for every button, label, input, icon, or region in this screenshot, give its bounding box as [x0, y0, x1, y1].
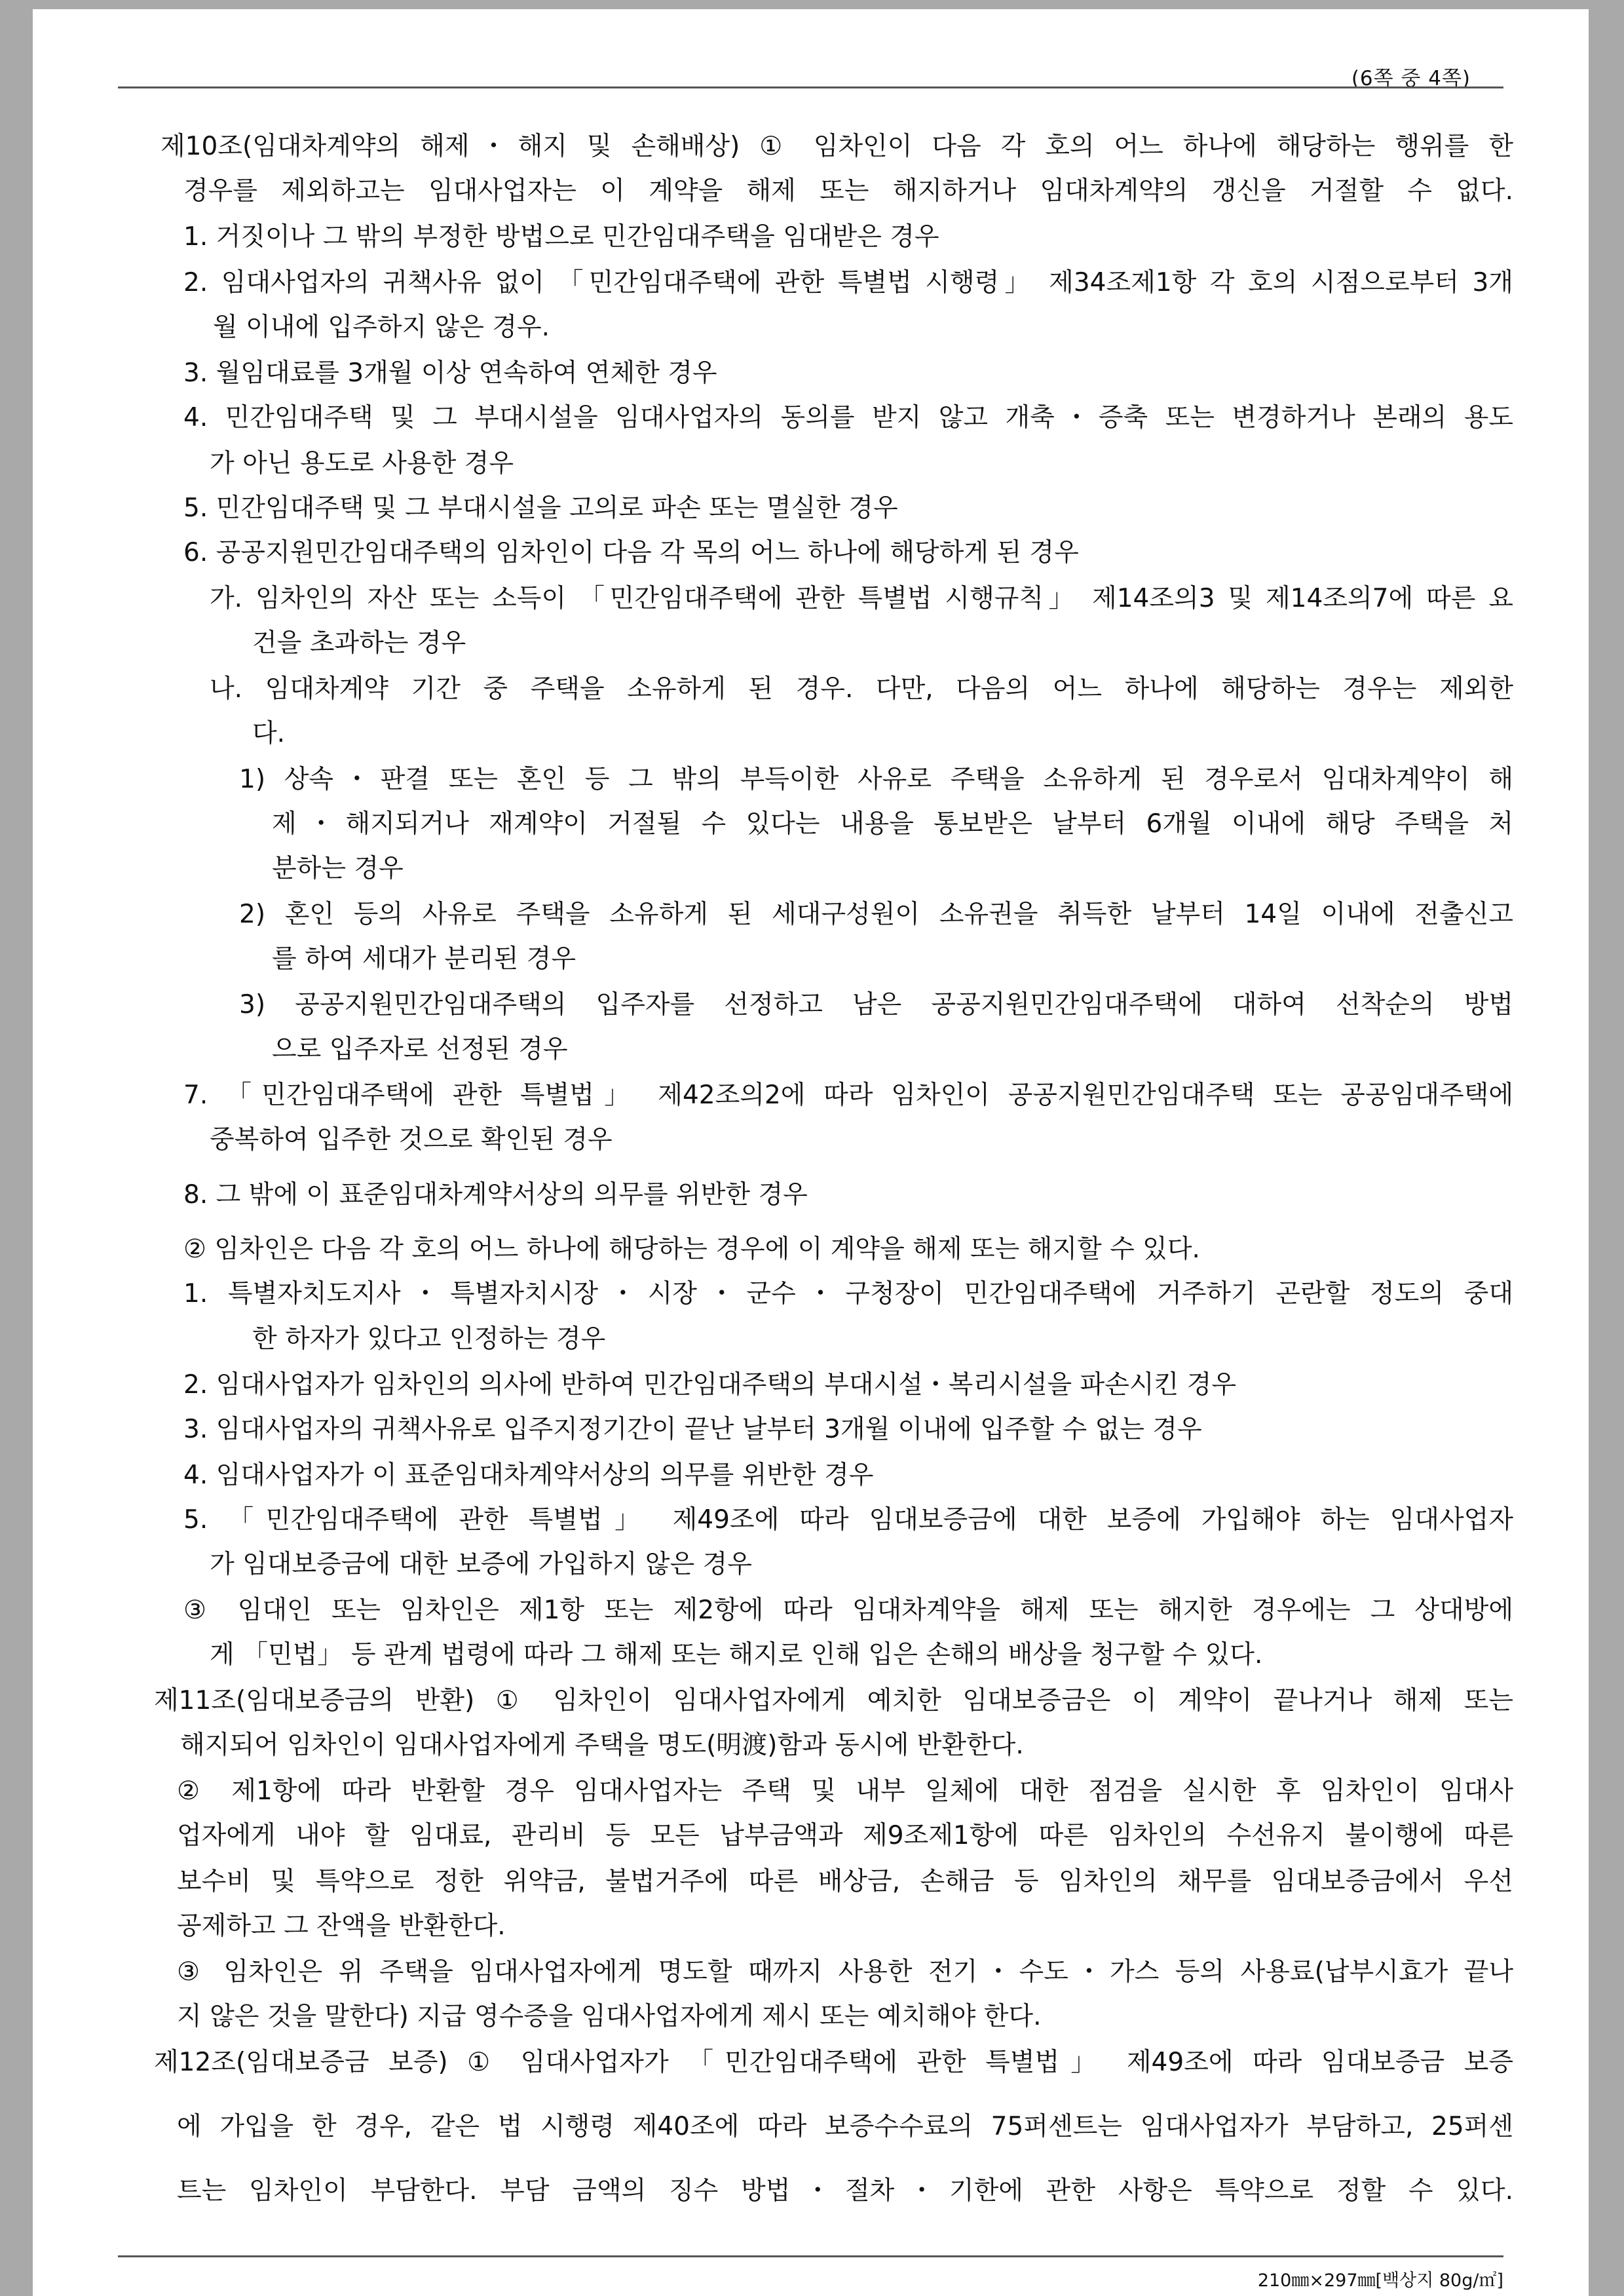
text-line: 공제하고 그 잔액을 반환한다.: [177, 1911, 506, 1941]
text-line: ② 임차인은 다음 각 호의 어느 하나에 해당하는 경우에 이 계약을 해제 또는 해지할 수 있다.: [183, 1234, 1200, 1264]
text-line: 월 이내에 입주하지 않은 경우.: [213, 313, 550, 342]
text-line: 경우를 제외하고는 임대사업자는 이 계약을 해제 또는 해지하거나 임대차계약의 갱신을 거절할 수 없다.: [183, 176, 1513, 206]
text-line: 에 가입을 한 경우, 같은 법 시행령 제40조에 따라 보증수수료의 75퍼센트는 임대사업자가 부담하고, 25퍼센: [177, 2112, 1513, 2141]
text-line: 4. 민간임대주택 및 그 부대시설을 임대사업자의 동의를 받지 않고 개축・증축 또는 변경하거나 본래의 용도: [183, 403, 1513, 432]
text-line: 제11조(임대보증금의 반환) ① 임차인이 임대사업자에게 예치한 임대보증금은 이 계약이 끝나거나 해제 또는: [154, 1686, 1513, 1715]
text-line: ② 제1항에 따라 반환할 경우 임대사업자는 주택 및 내부 일체에 대한 점검을 실시한 후 임차인이 임대사: [177, 1776, 1513, 1806]
text-line: ③ 임차인은 위 주택을 임대사업자에게 명도할 때까지 사용한 전기・수도・가스 등의 사용료(납부시효가 끝나: [177, 1957, 1513, 1987]
text-line: 트는 임차인이 부담한다. 부담 금액의 징수 방법・절차・기한에 관한 사항은 특약으로 정할 수 있다.: [177, 2176, 1513, 2206]
text-line: ③ 임대인 또는 임차인은 제1항 또는 제2항에 따라 임대차계약을 해제 또는 해지한 경우에는 그 상대방에: [183, 1596, 1513, 1625]
text-line: 4. 임대사업자가 이 표준임대차계약서상의 의무를 위반한 경우: [183, 1461, 874, 1490]
text-line: 가 아닌 용도로 사용한 경우: [210, 449, 514, 478]
paper-spec: 210㎜×297㎜[백상지 80g/㎡]: [1257, 2270, 1503, 2291]
text-line: 한 하자가 있다고 인정하는 경우: [252, 1324, 606, 1354]
text-line: 나. 임대차계약 기간 중 주택을 소유하게 된 경우. 다만, 다음의 어느 하나에 해당하는 경우는 제외한: [210, 674, 1513, 704]
text-line: 3. 임대사업자의 귀책사유로 입주지정기간이 끝난 날부터 3개월 이내에 입주할 수 없는 경우: [183, 1415, 1202, 1444]
text-line: 1. 거짓이나 그 밖의 부정한 방법으로 민간임대주택을 임대받은 경우: [183, 222, 939, 252]
text-line: 5. 「민간임대주택에 관한 특별법」 제49조에 따라 임대보증금에 대한 보증에 가입해야 하는 임대사업자: [183, 1505, 1513, 1535]
document-page: [33, 9, 1589, 2296]
text-line: 업자에게 내야 할 임대료, 관리비 등 모든 납부금액과 제9조제1항에 따른 임차인의 수선유지 불이행에 따른: [177, 1821, 1513, 1850]
text-line: 지 않은 것을 말한다) 지급 영수증을 임대사업자에게 제시 또는 예치해야 한다.: [177, 2002, 1042, 2031]
text-line: 를 하여 세대가 분리된 경우: [272, 944, 576, 974]
text-line: 으로 입주자로 선정된 경우: [272, 1035, 568, 1064]
text-line: 3. 월임대료를 3개월 이상 연속하여 연체한 경우: [183, 358, 717, 388]
text-line: 제・해지되거나 재계약이 거절될 수 있다는 내용을 통보받은 날부터 6개월 이내에 해당 주택을 처: [272, 809, 1513, 839]
text-line: 7. 「민간임대주택에 관한 특별법」 제42조의2에 따라 임차인이 공공지원민간임대주택 또는 공공임대주택에: [183, 1081, 1513, 1110]
text-line: 중복하여 입주한 것으로 확인된 경우: [210, 1125, 613, 1155]
text-line: 보수비 및 특약으로 정한 위약금, 불법거주에 따른 배상금, 손해금 등 임차인의 채무를 임대보증금에서 우선: [177, 1867, 1513, 1896]
text-line: 분하는 경우: [272, 854, 404, 883]
page-number: (6쪽 중 4쪽): [1351, 67, 1471, 90]
text-line: 8. 그 밖에 이 표준임대차계약서상의 의무를 위반한 경우: [183, 1180, 808, 1210]
text-line: 2. 임대사업자의 귀책사유 없이 「민간임대주택에 관한 특별법 시행령」 제34조제1항 각 호의 시점으로부터 3개: [183, 268, 1513, 297]
text-line: 2) 혼인 등의 사유로 주택을 소유하게 된 세대구성원이 소유권을 취득한 날부터 14일 이내에 전출신고: [239, 900, 1513, 929]
text-line: 5. 민간임대주택 및 그 부대시설을 고의로 파손 또는 멸실한 경우: [183, 493, 898, 523]
text-line: 가 임대보증금에 대한 보증에 가입하지 않은 경우: [210, 1550, 752, 1579]
text-line: 3) 공공지원민간임대주택의 입주자를 선정하고 남은 공공지원민간임대주택에 대하여 선착순의 방법: [239, 990, 1513, 1020]
text-line: 2. 임대사업자가 임차인의 의사에 반하여 민간임대주택의 부대시설・복리시설을 파손시킨 경우: [183, 1370, 1236, 1400]
text-line: 게 「민법」 등 관계 법령에 따라 그 해제 또는 해지로 인해 입은 손해의 배상을 청구할 수 있다.: [210, 1640, 1263, 1670]
footer-divider: [118, 2255, 1503, 2257]
text-line: 1. 특별자치도지사・특별자치시장・시장・군수・구청장이 민간임대주택에 거주하기 곤란할 정도의 중대: [183, 1279, 1513, 1309]
text-line: 가. 임차인의 자산 또는 소득이 「민간임대주택에 관한 특별법 시행규칙」 제14조의3 및 제14조의7에 따른 요: [210, 584, 1513, 613]
text-line: 다.: [252, 719, 286, 748]
text-line: 제12조(임대보증금 보증) ① 임대사업자가 「민간임대주택에 관한 특별법」 제49조에 따라 임대보증금 보증: [154, 2048, 1513, 2077]
text-line: 제10조(임대차계약의 해제・해지 및 손해배상) ① 임차인이 다음 각 호의 어느 하나에 해당하는 행위를 한: [161, 132, 1513, 161]
text-line: 해지되어 임차인이 임대사업자에게 주택을 명도(明渡)함과 동시에 반환한다.: [180, 1731, 1024, 1760]
text-line: 1) 상속・판결 또는 혼인 등 그 밖의 부득이한 사유로 주택을 소유하게 된 경우로서 임대차계약이 해: [239, 765, 1513, 794]
text-line: 건을 초과하는 경우: [252, 628, 466, 658]
text-line: 6. 공공지원민간임대주택의 임차인이 다음 각 목의 어느 하나에 해당하게 된 경우: [183, 538, 1079, 567]
header-divider: [118, 86, 1503, 88]
